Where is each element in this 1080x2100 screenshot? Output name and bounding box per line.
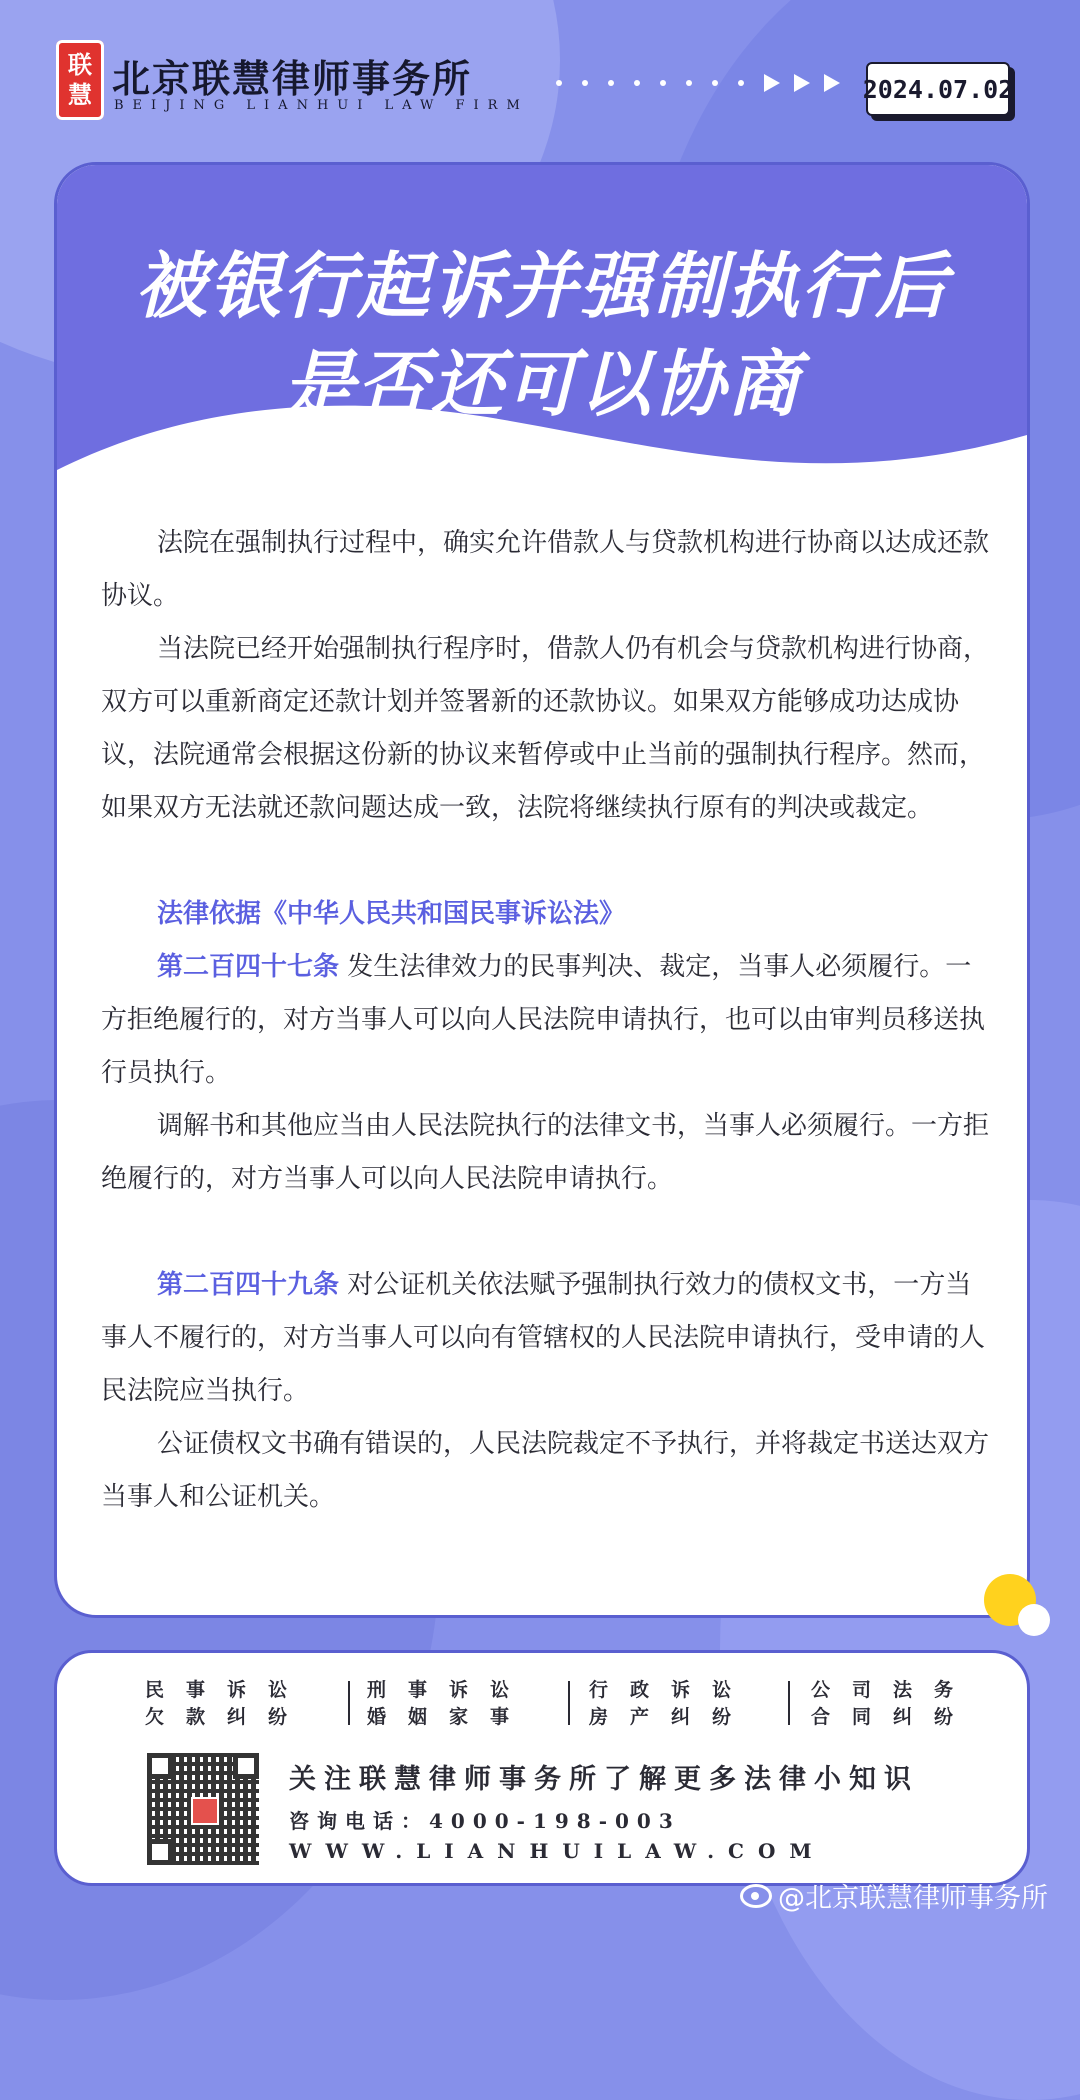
article-card <box>54 162 1030 1618</box>
paragraph: 当法院已经开始强制执行程序时，借款人仍有机会与贷款机构进行协商，双方可以重新商定还款计划并签署新的还款协议。如果双方能够成功达成协议，法院通常会根据这份新的协议来暂停或中止当前的强制执行程序。然而，如果双方无法就还款问题达成一致，法院将继续执行原有的判决或裁定。 <box>101 634 990 823</box>
service-item: 婚姻家事 <box>367 1706 532 1728</box>
article-text: 发生法律效力的民事判决、裁定，当事人必须履行。一方拒绝履行的，对方当事人可以向人民法院申请执行，也可以由审判员移送执行员执行。 <box>101 952 986 1088</box>
service-item: 公司法务 <box>811 1679 976 1701</box>
seal-char: 联 <box>68 50 92 79</box>
decorative-dots-arrows <box>556 74 854 92</box>
service-item: 合同纠纷 <box>811 1706 976 1728</box>
title-banner <box>57 165 1027 505</box>
service-item: 民事诉讼 <box>145 1679 310 1701</box>
article-247 <box>101 941 997 1100</box>
follow-prompt: 关注联慧律师事务所了解更多法律小知识 <box>289 1764 919 1795</box>
article-label: 第二百四十九条 <box>157 1270 340 1300</box>
white-dot-decoration <box>1018 1604 1050 1636</box>
law-basis-heading: 法律依据《中华人民共和国民事诉讼法》 <box>157 899 626 929</box>
title-line-2: 是否还可以协商 <box>282 342 801 426</box>
article-body <box>101 517 997 1524</box>
qr-logo <box>191 1797 219 1825</box>
date-badge: 2024.07.02 <box>866 62 1010 116</box>
article-label: 第二百四十七条 <box>157 952 340 982</box>
service-item: 房产纠纷 <box>589 1706 754 1728</box>
service-separators <box>145 1675 965 1733</box>
article-249 <box>101 1259 997 1418</box>
footer-card <box>54 1650 1030 1886</box>
page-title <box>57 237 1027 433</box>
firm-name-cn: 北京联慧律师事务所 <box>112 56 473 101</box>
weibo-icon <box>740 1884 772 1908</box>
watermark-text: @北京联慧律师事务所 <box>778 1883 1048 1914</box>
paragraph: 公证债权文书确有错误的，人民法院裁定不予执行，并将裁定书送达双方当事人和公证机关。 <box>101 1429 990 1512</box>
service-item: 刑事诉讼 <box>367 1679 532 1701</box>
paragraph: 法院在强制执行过程中，确实允许借款人与贷款机构进行协商以达成还款协议。 <box>101 528 990 611</box>
website-link[interactable]: WWW.LIANHUILAW.COM <box>289 1839 826 1863</box>
seal-char: 慧 <box>68 80 92 109</box>
qr-code[interactable] <box>147 1753 259 1865</box>
firm-seal-logo <box>56 40 104 120</box>
weibo-watermark <box>740 1876 1048 1915</box>
paragraph: 调解书和其他应当由人民法院执行的法律文书，当事人必须履行。一方拒绝履行的，对方当事人可以向人民法院申请执行。 <box>101 1111 990 1194</box>
title-line-1: 被银行起诉并强制执行后 <box>134 244 949 328</box>
phone-number[interactable]: 咨询电话：4000-198-003 <box>289 1809 681 1833</box>
firm-name-en: BEIJING LIANHUI LAW FIRM <box>114 98 529 113</box>
service-item: 欠款纠纷 <box>145 1706 310 1728</box>
service-item: 行政诉讼 <box>589 1679 754 1701</box>
article-text: 对公证机关依法赋予强制执行效力的债权文书，一方当事人不履行的，对方当事人可以向有管辖权的人民法院申请执行，受申请的人民法院应当执行。 <box>101 1270 986 1406</box>
